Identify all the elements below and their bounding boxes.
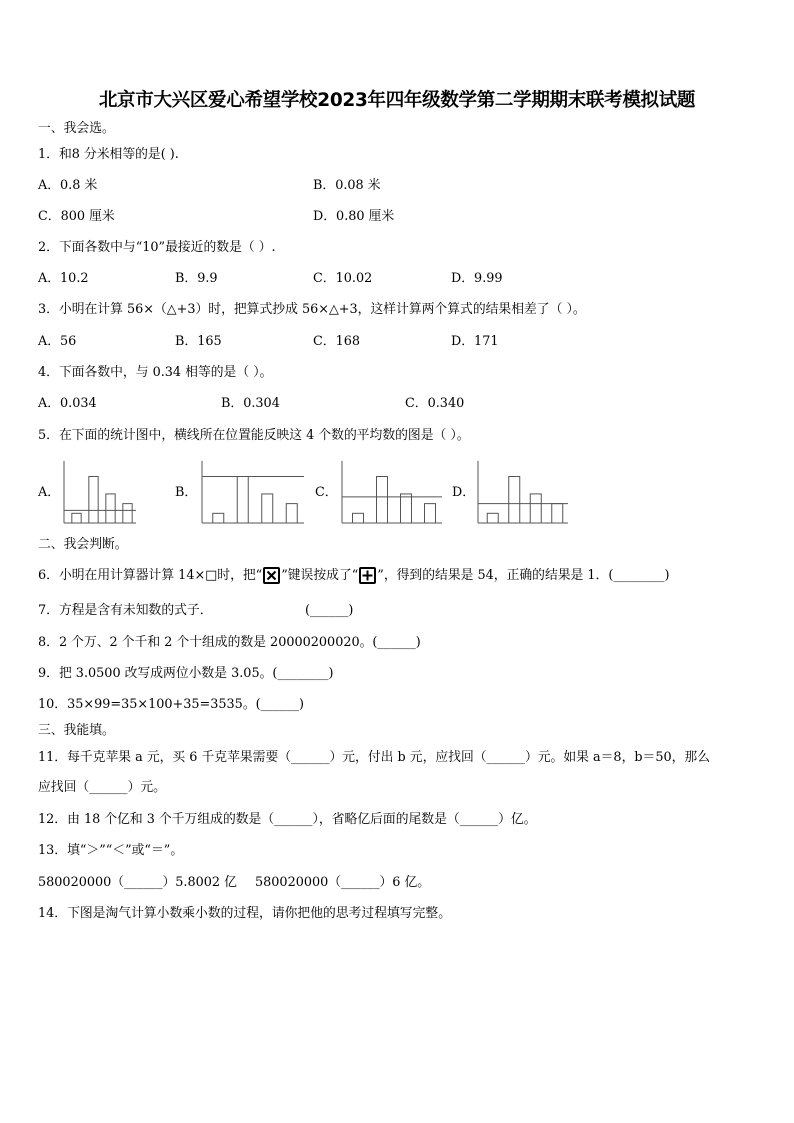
question-1-option-a[interactable]: A．0.8 米 (38, 178, 98, 193)
question-6-text-1: 6．小明在用计算器计算 14×□时，把“ (38, 568, 263, 583)
question-2-option-c[interactable]: C．10.02 (313, 271, 373, 286)
chart-c-bar-3 (401, 494, 412, 523)
chart-a-bar-2 (89, 477, 98, 524)
question-4-option-a[interactable]: A．0.034 (38, 396, 97, 411)
page-title: 北京市大兴区爱心希望学校2023年四年级数学第二学期期末联考模拟试题 (98, 90, 696, 111)
question-11-stem-line1: 11．每千克苹果 a 元，买 6 千克苹果需要（______）元，付出 b 元，应找回（______）元。如果 a＝8，b＝50，那么 (38, 750, 711, 765)
question-13-comparison-1[interactable]: 580020000（______）5.8002 亿 (38, 875, 237, 890)
question-7-stem: 7．方程是含有未知数的式子． (38, 603, 213, 618)
question-5-option-a[interactable]: A． (38, 485, 61, 500)
question-6-stem (38, 567, 670, 584)
question-3-option-b[interactable]: B．165 (175, 334, 222, 349)
chart-d-bar-3 (530, 494, 541, 523)
chart-d-bar-2 (509, 477, 520, 524)
question-2-option-a[interactable]: A．10.2 (38, 271, 89, 286)
question-14-stem: 14．下图是淘气计算小数乘小数的过程，请你把他的思考过程填写完整。 (38, 906, 451, 921)
multiply-key-icon (263, 567, 280, 584)
chart-b-bar-1 (213, 513, 224, 523)
question-4-option-b[interactable]: B．0.304 (221, 396, 280, 411)
chart-a-bar-4 (123, 504, 132, 523)
question-10-stem: 10．35×99=35×100+35=3535。(______) (38, 697, 304, 712)
mini-bar-chart-d[interactable] (476, 459, 570, 525)
question-13-comparison-2[interactable]: 580020000（______）6 亿。 (255, 875, 431, 890)
question-5-stem: 5．在下面的统计图中，横线所在位置能反映这 4 个数的平均数的图是（ ）。 (38, 428, 470, 443)
question-4-stem: 4．下面各数中，与 0.34 相等的是（ ）。 (38, 365, 273, 380)
chart-c-bar-2 (377, 477, 388, 524)
question-1-option-d[interactable]: D．0.80 厘米 (313, 209, 395, 224)
question-3-option-a[interactable]: A．56 (38, 334, 77, 349)
chart-c-bar-1 (353, 513, 364, 523)
question-6-text-3: ”，得到的结果是 54，正确的结果是 1．(________) (377, 568, 670, 583)
question-1-option-b[interactable]: B．0.08 米 (313, 178, 381, 193)
question-2-stem: 2．下面各数中与“10”最接近的数是（ ）. (38, 240, 276, 255)
chart-a-bar-3 (106, 494, 115, 523)
question-2-option-d[interactable]: D．9.99 (451, 271, 503, 286)
question-3-stem: 3．小明在计算 56×（△+3）时，把算式抄成 56×△+3，这样计算两个算式的结果相差了（ ）。 (38, 302, 586, 317)
chart-b-bar-2 (237, 477, 248, 524)
chart-d-bar-1 (487, 513, 498, 523)
question-6-text-2: ”键误按成了“ (281, 568, 359, 583)
question-3-option-d[interactable]: D．171 (451, 334, 499, 349)
question-5-option-c[interactable]: C． (315, 485, 338, 500)
question-5-option-d[interactable]: D． (452, 485, 476, 500)
question-13-stem: 13．填“＞”“＜”或“＝”。 (38, 843, 184, 858)
question-3-option-c[interactable]: C．168 (313, 334, 361, 349)
mini-bar-chart-c[interactable] (340, 459, 444, 525)
question-9-stem: 9．把 3.0500 改写成两位小数是 3.05。(________) (38, 666, 334, 681)
chart-b-bar-4 (286, 504, 297, 523)
question-7-answer-blank[interactable]: (______) (305, 603, 354, 618)
question-8-stem: 8．2 个万、2 个千和 2 个十组成的数是 20000200020。(______) (38, 635, 421, 650)
section-heading-fill: 三、我能填。 (38, 723, 115, 738)
chart-b-bar-3 (262, 494, 273, 523)
section-heading-choice: 一、我会选。 (38, 121, 115, 136)
question-12-stem: 12．由 18 个亿和 3 个千万组成的数是（______），省略亿后面的尾数是（______）亿。 (38, 812, 537, 827)
chart-d-bar-4 (552, 504, 563, 523)
question-1-option-c[interactable]: C．800 厘米 (38, 209, 115, 224)
chart-a-bar-1 (72, 513, 81, 523)
mini-bar-chart-a[interactable] (62, 459, 138, 525)
question-1-stem: 1．和8 分米相等的是( ). (38, 147, 179, 162)
chart-c-bar-4 (425, 504, 436, 523)
question-2-option-b[interactable]: B．9.9 (175, 271, 218, 286)
question-5-option-b[interactable]: B． (175, 485, 198, 500)
mini-bar-chart-b[interactable] (200, 459, 306, 525)
plus-key-icon (359, 567, 376, 584)
section-heading-judge: 二、我会判断。 (38, 537, 128, 552)
question-11-stem-line2: 应找回（______）元。 (38, 780, 166, 795)
question-4-option-c[interactable]: C．0.340 (405, 396, 465, 411)
